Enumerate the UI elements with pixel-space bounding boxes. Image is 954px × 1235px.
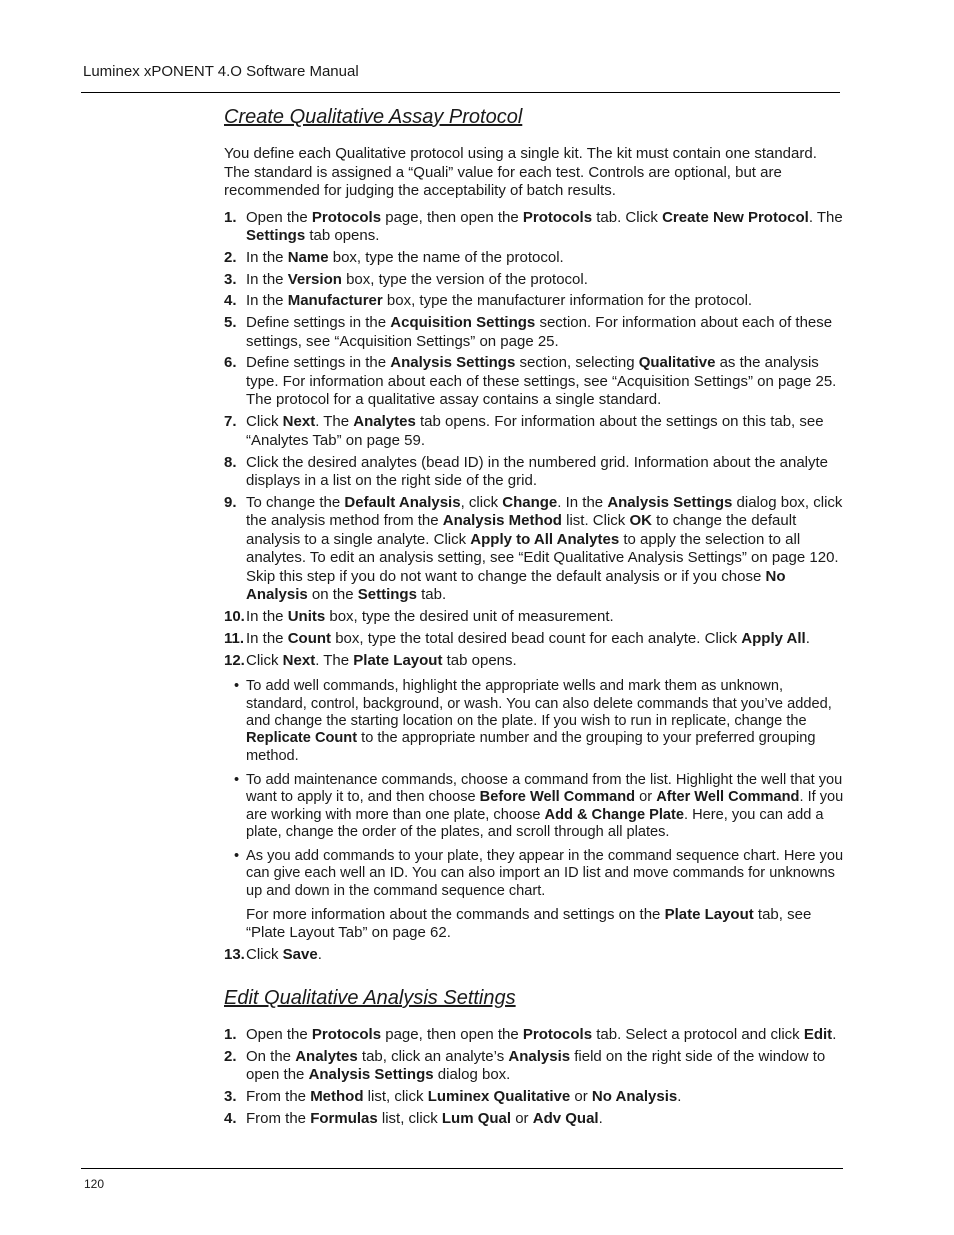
section-heading: Create Qualitative Assay Protocol [224,106,523,128]
step-item: 8. Click the desired analytes (bead ID) in the numbered grid. Information about the analyte displays in a list on the right side of the grid. [224,453,828,490]
step-item: 3. In the Version box, type the version of the protocol. [224,270,588,288]
ui-term: Luminex Qualitative [427,1088,571,1106]
step-number: 4. [224,292,237,310]
step-number: 1. [224,208,237,226]
ui-term: Settings [246,227,306,244]
ui-term: Change [502,493,558,511]
ui-term: Edit [803,1026,833,1044]
bullet-item: • As you add commands to your plate, they appear in the command sequence chart. Here you can give each well an ID. You can also import an ID list and move commands for unknowns up and down in the command sequence chart. [234,847,844,899]
step-item: 4. In the Manufacturer box, type the manufacturer information for the protocol. [224,292,753,310]
ui-term: Next [282,413,316,431]
ui-term: Version [287,270,342,288]
step-item: 3. From the Method list, click Luminex Qualitative or No Analysis. [224,1088,682,1106]
ui-term: No Analysis [591,1088,678,1106]
step-number: 9. [224,493,237,511]
footer-rule [81,1168,843,1169]
step-number: 7. [224,413,237,431]
step-number: 11. [224,629,245,647]
ui-term: Add & Change Plate [544,806,684,823]
ui-term: No Analysis [246,567,786,604]
ui-term: Qualitative [638,354,716,372]
ui-term: Protocols [311,208,382,226]
ui-term: Protocols [311,1026,382,1044]
plate-layout-note: For more information about the commands and settings on the Plate Layout tab, see “Plate Layout Tab” on page 62. [246,905,812,942]
ui-term: Adv Qual [532,1110,599,1128]
ui-term: Acquisition Settings [390,314,536,332]
ui-term: Next [282,651,316,669]
step-item: 2. In the Name box, type the name of the protocol. [224,248,564,266]
bullet-item: • To add well commands, highlight the appropriate wells and mark them as unknown, standard, control, background, or wash. You can also delete commands that you’ve added, and change the starting location on the plate. If you wish to run in replicate, change the Replicate Count to the appropriate number and the grouping to your preferred grouping method. [234,678,832,764]
ui-term: Name [287,248,329,266]
ui-term: Analysis [508,1047,571,1065]
step-item: 1. Open the Protocols page, then open the Protocols tab. Select a protocol and click Edit. [224,1026,837,1044]
step-number: 2. [224,248,237,266]
ui-term: Analytes [353,413,416,431]
bullet-icon: • [234,771,240,788]
page-number: 120 [84,1177,105,1191]
step-number: 13. [224,945,245,963]
section-edit-qualitative [224,985,844,1128]
step-number: 1. [224,1026,237,1044]
bullet-icon: • [234,847,240,864]
ui-term: Before Well Command [479,789,636,806]
ui-term: Lum Qual [441,1110,512,1128]
steps-list [224,209,844,671]
step-item: 4. From the Formulas list, click Lum Qual or Adv Qual. [224,1110,603,1128]
ui-term: Analysis Settings [308,1066,434,1084]
step-number: 4. [224,1110,237,1128]
ui-term: Analytes [295,1047,358,1065]
ui-term: Settings [357,586,417,604]
step-item: 12. Click Next. The Plate Layout tab opens. [224,651,517,669]
step-number: 2. [224,1047,237,1065]
steps-list [224,1026,844,1128]
ui-term: Protocols [522,208,593,226]
ui-term: Manufacturer [287,292,383,310]
ui-term: Apply to All Analytes [470,530,620,548]
ui-term: Analysis Settings [607,493,733,511]
ui-term: Protocols [522,1026,593,1044]
step-number: 10. [224,608,245,626]
final-step-list [224,946,844,965]
step-item: 11. In the Count box, type the total desired bead count for each analyte. Click Apply All. [224,629,810,647]
bullet-item: • To add maintenance commands, choose a command from the list. Highlight the well that you want to apply it to, and then choose Before Well Command or After Well Command. If you are working with more than one plate, choose Add & Change Plate. Here, you can add a plate, change the order of the plates, and scroll through all plates. [234,771,844,841]
ui-term: Method [310,1088,364,1106]
ui-term: Plate Layout [664,905,754,923]
section-heading: Edit Qualitative Analysis Settings [224,987,516,1010]
step-item: 10. In the Units box, type the desired unit of measurement. [224,608,614,626]
step-number: 12. [224,651,245,669]
ui-term: Count [287,629,332,647]
ui-term: Replicate Count [246,730,358,747]
bullet-icon: • [234,678,240,695]
step-number: 6. [224,354,237,372]
running-header: Luminex xPONENT 4.O Software Manual [83,63,359,80]
ui-term: After Well Command [656,789,800,806]
ui-term: Default Analysis [344,493,461,511]
ui-term: Units [287,608,326,626]
ui-term: Save [282,945,318,963]
section-create-qualitative [224,104,844,964]
ui-term: OK [629,512,652,530]
ui-term: Formulas [310,1110,378,1128]
plate-layout-bullets [224,678,844,900]
step-number: 3. [224,1088,237,1106]
ui-term: Apply All [741,629,806,647]
ui-term: Analysis Settings [390,354,516,372]
header-rule [81,92,840,93]
step-item: 5. Define settings in the Acquisition Settings section. For information about each of these settings, see “Acquisition Settings” on page 25. [224,314,833,350]
step-number: 5. [224,314,237,332]
page-content [224,104,844,1132]
ui-term: Plate Layout [353,651,443,669]
step-item: 2. On the Analytes tab, click an analyte’s Analysis field on the right side of the window to open the Analysis Settings dialog box. [224,1047,826,1084]
step-number: 8. [224,453,237,471]
step-item: 1. Open the Protocols page, then open the Protocols tab. Click Create New Protocol. The Settings tab opens. [224,208,843,244]
ui-term: Analysis Method [442,512,562,530]
ui-term: Create New Protocol [662,208,809,226]
step-item: 6. Define settings in the Analysis Settings section, selecting Qualitative as the analysis type. For information about each of these settings, see “Acquisition Settings” on page 25. The protocol for a qualitative assay contains a single standard. [224,354,837,409]
step-item: 9. To change the Default Analysis, click Change. In the Analysis Settings dialog box, click the analysis method from the Analysis Method list. Click OK to change the default analysis to a single analyte. Click Apply to All Analytes to apply the selection to all analytes. To edit an analysis setting, see “Edit Qualitative Analysis Settings” on page 120. Skip this step if you do not want to change the default analysis or if you chose No Analysis on the Settings tab. [224,493,843,604]
step-item: 7. Click Next. The Analytes tab opens. For information about the settings on this tab, see “Analytes Tab” on page 59. [224,413,824,449]
step-number: 3. [224,270,237,288]
step-item: 13. Click Save. [224,945,322,963]
intro-paragraph: You define each Qualitative protocol using a single kit. The kit must contain one standard. The standard is assigned a “Quali” value for each test. Controls are optional, but are recommended for judging the acceptability of batch results. [224,145,817,199]
